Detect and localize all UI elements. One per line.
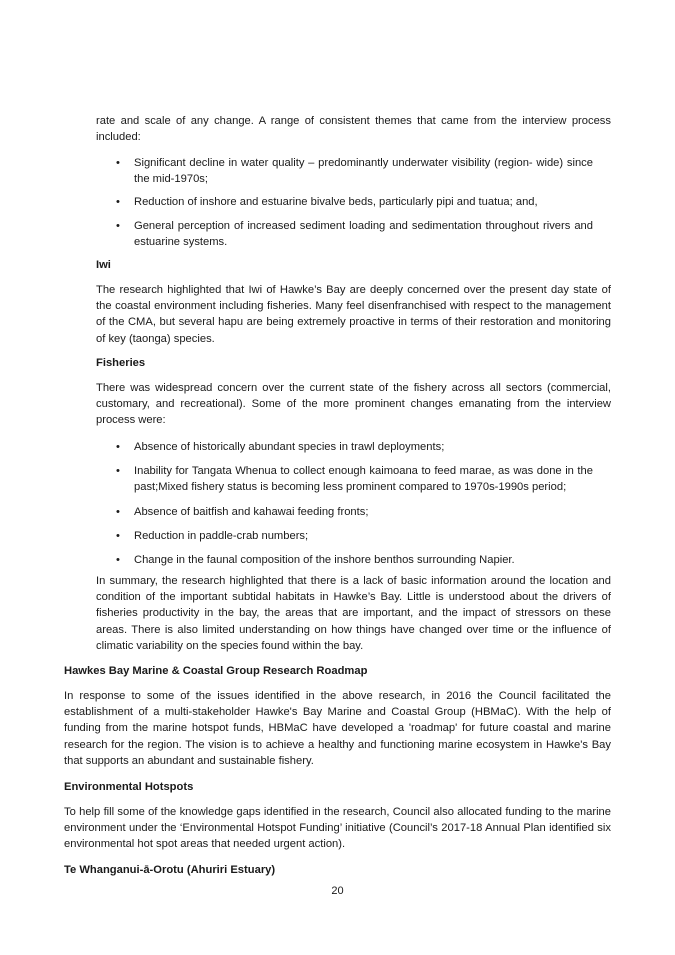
bullet-icon: • bbox=[116, 505, 120, 518]
list-item-text: Reduction of inshore and estuarine bivalve beds, particularly pipi and tuatua; and, bbox=[134, 196, 538, 209]
list-item bbox=[96, 463, 593, 495]
list-item bbox=[96, 155, 593, 187]
list-item bbox=[96, 528, 593, 544]
list-item bbox=[96, 218, 593, 250]
list-item-text: Inability for Tangata Whenua to collect enough kaimoana to feed marae, as was done in the past;Mixed fishery status is becoming less prominent compared to 1970s-1990s period; bbox=[134, 465, 593, 494]
bullet-icon: • bbox=[116, 529, 120, 542]
intro-paragraph: rate and scale of any change. A range of consistent themes that came from the interview process included: bbox=[96, 115, 611, 144]
fisheries-heading: Fisheries bbox=[96, 357, 146, 369]
list-item bbox=[96, 504, 593, 520]
list-item-text: Change in the faunal composition of the inshore benthos surrounding Napier. bbox=[134, 554, 515, 567]
bullet-icon: • bbox=[116, 554, 120, 567]
list-item-text: Significant decline in water quality – predominantly underwater visibility (region- wide) since the mid-1970s; bbox=[134, 157, 593, 186]
list-item-text: Reduction in paddle-crab numbers; bbox=[134, 529, 309, 542]
fisheries-paragraph: There was widespread concern over the current state of the fishery across all sectors (commercial, customary, and recreational). Some of the more prominent changes emanating from the interview process were: bbox=[96, 382, 611, 427]
bullet-icon: • bbox=[116, 196, 120, 209]
summary-paragraph: In summary, the research highlighted that there is a lack of basic information around the location and condition of the important subtidal habitats in Hawke’s Bay. Little is understood about the drivers of fisheries productivity in the bay, the areas that are important, and the impact of stressors on these areas. There is also limited understanding on how things have changed over time or the influence of climatic variability on the species found within the bay. bbox=[96, 575, 611, 652]
list-item-text: Absence of historically abundant species in trawl deployments; bbox=[134, 441, 445, 453]
roadmap-heading: Hawkes Bay Marine & Coastal Group Research Roadmap bbox=[64, 665, 368, 677]
list-item-text: Absence of baitfish and kahawai feeding fronts; bbox=[134, 505, 369, 518]
bullet-icon: • bbox=[116, 465, 120, 478]
estuary-heading: Te Whanganui-ā-Orotu (Ahuriri Estuary) bbox=[64, 864, 276, 876]
bullet-icon: • bbox=[116, 219, 120, 232]
list-item-text: General perception of increased sediment loading and sedimentation throughout rivers and estuarine systems. bbox=[134, 219, 593, 248]
hotspots-heading: Environmental Hotspots bbox=[64, 781, 194, 793]
iwi-paragraph: The research highlighted that Iwi of Hawke’s Bay are deeply concerned over the present day state of the coastal environment including fisheries. Many feel disenfranchised with respect to the management of the CMA, but several hapu are being extremely proactive in terms of their restoration and monitoring of key (taonga) species. bbox=[96, 284, 611, 345]
list-item bbox=[96, 439, 593, 455]
list-item bbox=[96, 552, 593, 568]
list-item bbox=[96, 194, 593, 210]
bullet-icon: • bbox=[116, 441, 120, 453]
bullet-icon: • bbox=[116, 157, 120, 169]
roadmap-paragraph: In response to some of the issues identified in the above research, in 2016 the Council facilitated the establishment of a multi-stakeholder Hawke's Bay Marine and Coastal Group (HBMaC). With the help of funding from the marine hotspot funds, HBMaC have developed a 'roadmap' for future coastal and marine research for the region. The vision is to achieve a healthy and functioning marine ecosystem in Hawke's Bay that supports an abundant and sustainable fishery. bbox=[64, 690, 611, 767]
fisheries-changes-list bbox=[96, 439, 593, 568]
hotspots-paragraph: To help fill some of the knowledge gaps identified in the research, Council also allocated funding to the marine environment under the ‘Environmental Hotspot Funding’ initiative (Council’s 2017-18 Annual Plan identified six environmental hot spot areas that needed urgent action). bbox=[64, 806, 611, 851]
iwi-heading: Iwi bbox=[96, 259, 111, 271]
page-number: 20 bbox=[331, 885, 344, 897]
themes-list bbox=[96, 155, 593, 250]
